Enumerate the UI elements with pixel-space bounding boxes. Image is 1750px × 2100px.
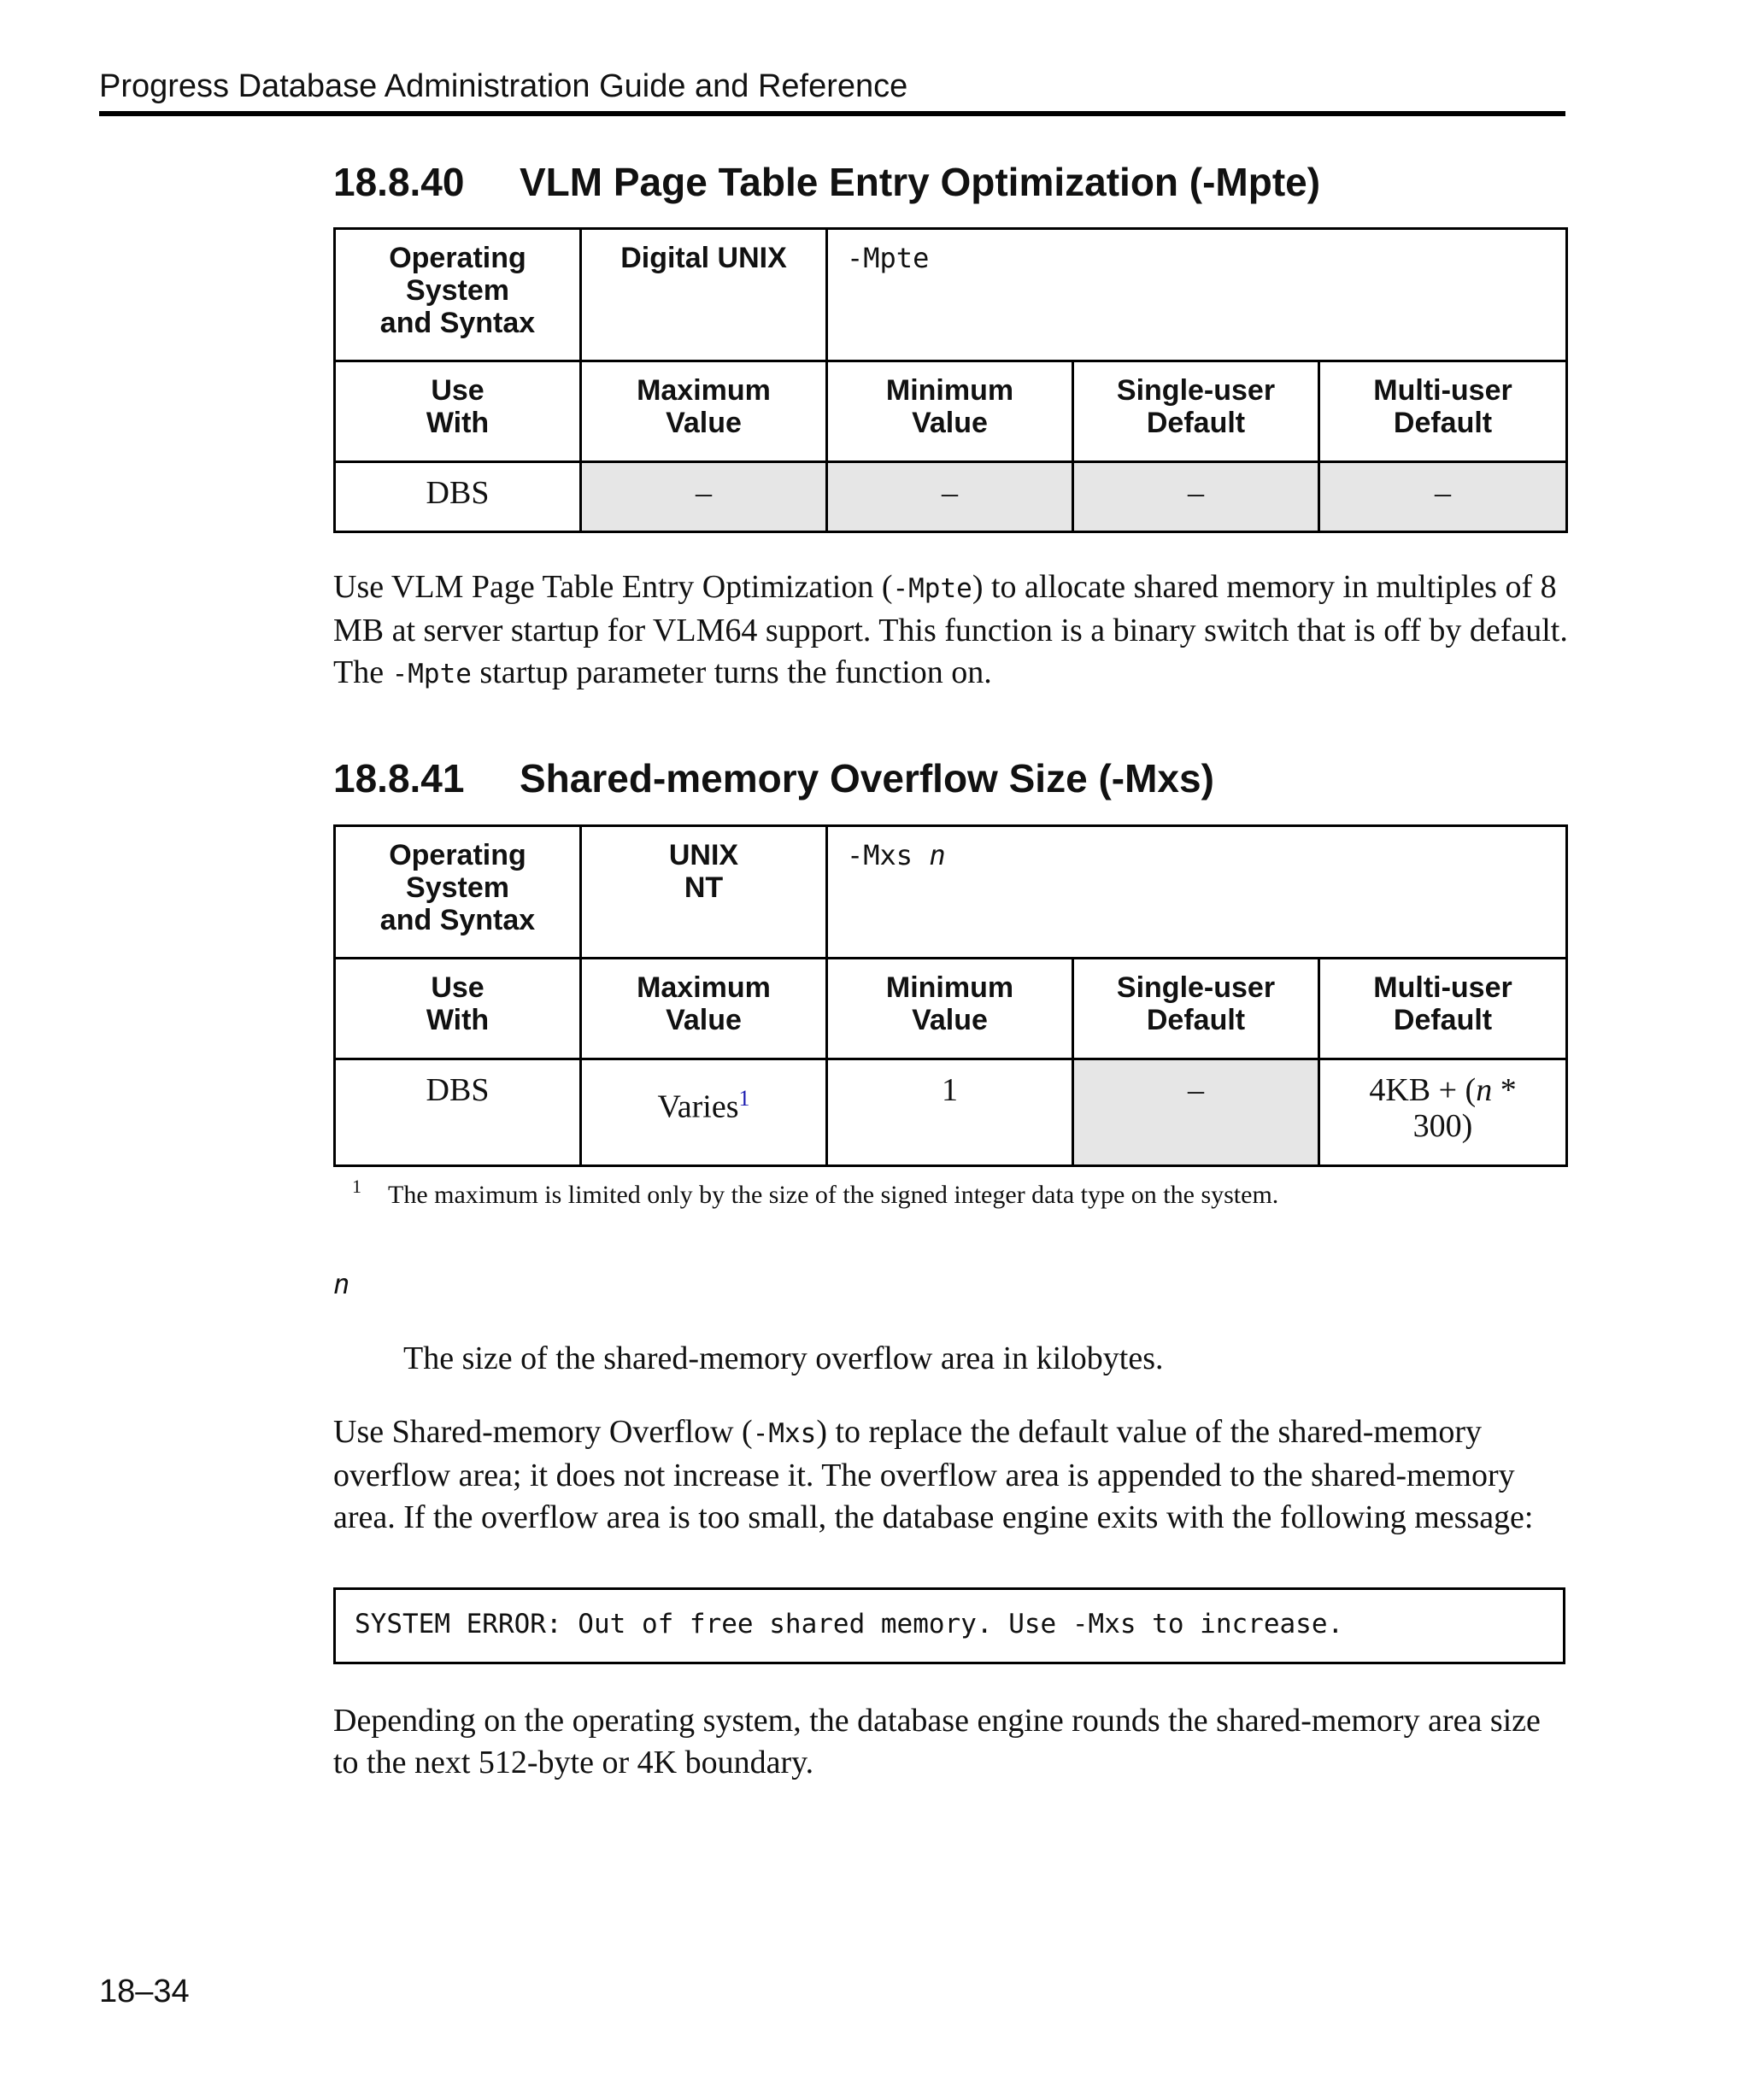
- section-number: 18.8.41: [333, 756, 465, 801]
- col-header-minimum-value: Minimum Value: [827, 959, 1073, 1059]
- section-number: 18.8.40: [333, 160, 465, 204]
- mxs-parameter-table: [333, 824, 1568, 1167]
- col-header-multi-user-default: Multi-user Default: [1319, 361, 1567, 462]
- footnote-text: The maximum is limited only by the size of the signed integer data type on the system.: [388, 1181, 1279, 1209]
- table-row: [335, 959, 1567, 1059]
- col-header-maximum-value: Maximum Value: [581, 361, 827, 462]
- os-syntax-label: Operating System and Syntax: [335, 229, 581, 361]
- use-with-value: DBS: [335, 1059, 581, 1166]
- os-value: Digital UNIX: [581, 229, 827, 361]
- maximum-value: –: [581, 462, 827, 532]
- table-row: [335, 1059, 1567, 1166]
- col-header-single-user-default: Single-user Default: [1073, 959, 1319, 1059]
- multi-user-default: 4KB + (n * 300): [1319, 1059, 1567, 1166]
- footnote-reference[interactable]: 1: [738, 1086, 750, 1111]
- use-with-value: DBS: [335, 462, 581, 532]
- syntax-value: -Mpte: [827, 229, 1567, 361]
- syntax-argument: n: [929, 839, 946, 871]
- parameter-term-description: The size of the shared-memory overflow area in kilobytes.: [403, 1340, 1164, 1376]
- mpte-parameter-table: [333, 227, 1568, 533]
- page-number: 18–34: [99, 1974, 190, 2009]
- maximum-value: Varies$^1$: [581, 1059, 827, 1166]
- single-user-default: –: [1073, 1059, 1319, 1166]
- table-row: [335, 826, 1567, 959]
- section-title: VLM Page Table Entry Optimization (-Mpte): [520, 160, 1321, 204]
- col-header-maximum-value: Maximum Value: [581, 959, 827, 1059]
- table-row: [335, 229, 1567, 361]
- col-header-multi-user-default: Multi-user Default: [1319, 959, 1567, 1059]
- os-syntax-label: Operating System and Syntax: [335, 826, 581, 959]
- single-user-default: –: [1073, 462, 1319, 532]
- error-message-code: SYSTEM ERROR: Out of free shared memory. Use -Mxs to increase.: [355, 1609, 1344, 1640]
- mxs-description: Use Shared-memory Overflow (-Mxs) to replace the default value of the shared-memory overflow area; it does not increase it. The overflow area is appended to the shared-memory area. If the overflow area is too small, the database engine exits with the following message:: [333, 1414, 1534, 1535]
- mpte-description: Use VLM Page Table Entry Optimization (-Mpte) to allocate shared memory in multiples of 8 MB at server startup for VLM64 support. This function is a binary switch that is off by default. The -Mpte startup parameter turns the function on.: [333, 569, 1568, 690]
- header-rule: [99, 111, 1565, 116]
- parameter-term: n: [333, 1268, 350, 1300]
- col-header-use-with: Use With: [335, 959, 581, 1059]
- section-heading-mxs: [333, 755, 1214, 801]
- col-header-use-with: Use With: [335, 361, 581, 462]
- multi-user-default: –: [1319, 462, 1567, 532]
- table-row: [335, 361, 1567, 462]
- col-header-minimum-value: Minimum Value: [827, 361, 1073, 462]
- running-header: Progress Database Administration Guide and Reference: [99, 68, 908, 104]
- footnote-mark: 1: [352, 1176, 361, 1197]
- os-value: UNIX NT: [581, 826, 827, 959]
- rounding-note: Depending on the operating system, the database engine rounds the shared-memory area size to the next 512-byte or 4K boundary.: [333, 1703, 1541, 1780]
- section-heading-mpte: [333, 159, 1320, 205]
- col-header-single-user-default: Single-user Default: [1073, 361, 1319, 462]
- minimum-value: –: [827, 462, 1073, 532]
- syntax-value: -Mxs n: [827, 826, 1567, 959]
- error-message-box: [333, 1587, 1565, 1664]
- section-title: Shared-memory Overflow Size (-Mxs): [520, 756, 1214, 801]
- table-row: [335, 462, 1567, 532]
- minimum-value: 1: [827, 1059, 1073, 1166]
